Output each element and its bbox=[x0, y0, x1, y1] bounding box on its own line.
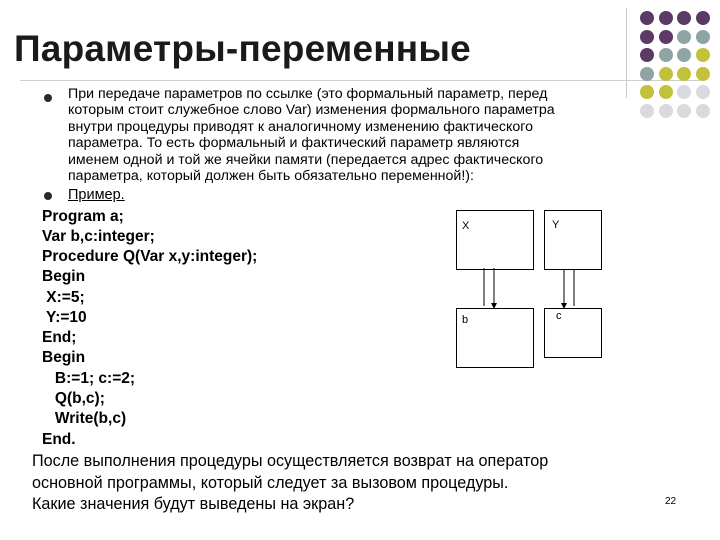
decorative-dot bbox=[659, 104, 673, 118]
reference-arrows bbox=[480, 262, 590, 314]
code-line: Y:=10 bbox=[42, 309, 87, 326]
code-line: Begin bbox=[42, 349, 86, 366]
decorative-dot bbox=[659, 11, 673, 25]
code-line: Program a; bbox=[42, 208, 124, 225]
text-line: параметра. То есть формальный и фактический параметр являются bbox=[68, 135, 520, 152]
decorative-dot bbox=[677, 30, 691, 44]
text-line: которым стоит служебное слово Var) изменения формального параметра bbox=[68, 102, 555, 119]
bullet-icon bbox=[44, 94, 52, 102]
decorative-dot bbox=[640, 30, 654, 44]
code-line: Var b,c:integer; bbox=[42, 228, 155, 245]
decorative-dot bbox=[696, 30, 710, 44]
decorative-dot bbox=[659, 30, 673, 44]
text-line: При передаче параметров по ссылке (это формальный параметр, перед bbox=[68, 86, 548, 102]
decorative-dot bbox=[677, 11, 691, 25]
decorative-dot bbox=[696, 11, 710, 25]
memory-box-x-label: X bbox=[462, 220, 470, 232]
memory-box-y-label: Y bbox=[552, 219, 560, 231]
decorative-dot bbox=[659, 85, 673, 99]
text-line: После выполнения процедуры осуществляется возврат на оператор bbox=[32, 452, 549, 470]
text-line: основной программы, который следует за вызовом процедуры. bbox=[32, 473, 509, 492]
code-line: Begin bbox=[42, 268, 86, 285]
decorative-dot bbox=[677, 85, 691, 99]
closing-question bbox=[32, 451, 548, 516]
bullet-text-passing-by-reference bbox=[68, 86, 658, 184]
decorative-dot bbox=[696, 67, 710, 81]
code-line: End. bbox=[42, 431, 76, 448]
code-line: Procedure Q(Var x,y:integer); bbox=[42, 248, 258, 265]
decorative-dot bbox=[659, 67, 673, 81]
code-line: Q(b,c); bbox=[42, 390, 105, 407]
decorative-dot bbox=[696, 104, 710, 118]
text-line: именем одной и той же ячейки памяти (передается адрес фактического bbox=[68, 151, 544, 168]
decorative-dot bbox=[659, 48, 673, 62]
text-line: внутри процедуры приводят к аналогичному изменению фактического bbox=[68, 118, 533, 135]
title-divider-horizontal bbox=[20, 80, 700, 81]
decorative-dot bbox=[640, 67, 654, 81]
memory-box-b-label: b bbox=[462, 314, 469, 326]
code-line: B:=1; c:=2; bbox=[42, 370, 136, 387]
memory-box-x bbox=[456, 210, 534, 270]
decorative-dot bbox=[677, 48, 691, 62]
memory-box-c bbox=[544, 308, 602, 358]
page-number: 22 bbox=[665, 496, 677, 507]
example-label: Пример. bbox=[68, 187, 125, 203]
text-line: параметра, который должен быть обязательно переменной!): bbox=[68, 168, 474, 185]
slide-title: Параметры-переменные bbox=[14, 28, 471, 69]
code-line: X:=5; bbox=[42, 289, 85, 306]
title-divider-vertical bbox=[626, 8, 627, 98]
code-line: Write(b,c) bbox=[42, 410, 127, 427]
decorative-dot bbox=[640, 48, 654, 62]
decorative-dot bbox=[696, 85, 710, 99]
memory-box-c-label: c bbox=[556, 310, 562, 322]
bullet-icon bbox=[44, 192, 52, 200]
text-line: Какие значения будут выведены на экран? bbox=[32, 495, 355, 513]
code-line: End; bbox=[42, 329, 77, 346]
decorative-dot bbox=[677, 104, 691, 118]
decorative-dot bbox=[696, 48, 710, 62]
decorative-dot bbox=[677, 67, 691, 81]
decorative-dot bbox=[640, 11, 654, 25]
